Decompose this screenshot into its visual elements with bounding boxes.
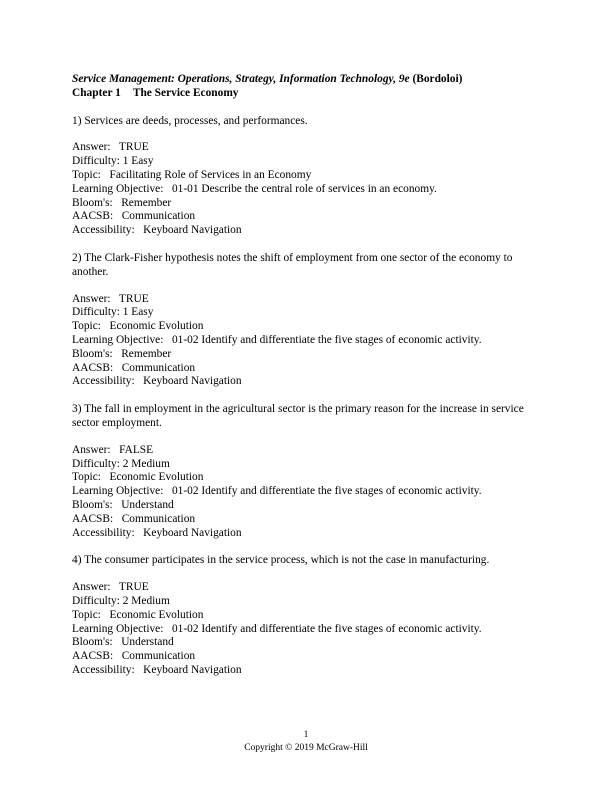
answer-metadata <box>72 444 546 541</box>
answer-metadata <box>72 581 546 678</box>
blooms-line: Bloom's: Remember <box>72 347 172 360</box>
blooms-line: Bloom's: Remember <box>72 196 172 209</box>
topic-line: Topic: Economic Evolution <box>72 320 204 333</box>
book-title-text: Service Management: Operations, Strategy, Information Technology, 9e <box>72 73 410 85</box>
aacsb-line: AACSB: Communication <box>72 512 196 525</box>
aacsb-line: AACSB: Communication <box>72 361 196 374</box>
question-1 <box>72 115 546 238</box>
page-number: 1 <box>303 730 309 740</box>
question-text: 3) The fall in employment in the agricultural sector is the primary reason for the increase in service sector employment. <box>72 403 524 429</box>
aacsb-line: AACSB: Communication <box>72 210 196 223</box>
answer-line: Answer: TRUE <box>72 292 149 305</box>
difficulty-line: Difficulty: 1 Easy <box>72 155 154 168</box>
accessibility-line: Accessibility: Keyboard Navigation <box>72 663 242 676</box>
book-author: (Bordoloi) <box>409 73 463 85</box>
topic-line: Topic: Facilitating Role of Services in an Economy <box>72 168 312 181</box>
question-2 <box>72 252 546 389</box>
question-text: 1) Services are deeds, processes, and performances. <box>72 114 308 127</box>
question-3 <box>72 403 546 540</box>
objective-line: Learning Objective: 01-02 Identify and differentiate the five stages of economic activity. <box>72 333 482 346</box>
difficulty-line: Difficulty: 2 Medium <box>72 594 170 607</box>
question-4 <box>72 554 546 677</box>
difficulty-line: Difficulty: 1 Easy <box>72 306 154 319</box>
accessibility-line: Accessibility: Keyboard Navigation <box>72 375 242 388</box>
book-title <box>72 73 546 87</box>
objective-line: Learning Objective: 01-01 Describe the central role of services in an economy. <box>72 182 437 195</box>
accessibility-line: Accessibility: Keyboard Navigation <box>72 526 242 539</box>
blooms-line: Bloom's: Understand <box>72 636 174 649</box>
copyright-notice: Copyright © 2019 McGraw-Hill <box>244 743 368 753</box>
answer-metadata <box>72 293 546 390</box>
topic-line: Topic: Economic Evolution <box>72 608 204 621</box>
answer-metadata <box>72 141 546 238</box>
aacsb-line: AACSB: Communication <box>72 650 196 663</box>
objective-line: Learning Objective: 01-02 Identify and differentiate the five stages of economic activity. <box>72 485 482 498</box>
topic-line: Topic: Economic Evolution <box>72 471 204 484</box>
objective-line: Learning Objective: 01-02 Identify and differentiate the five stages of economic activity. <box>72 622 482 635</box>
answer-line: Answer: TRUE <box>72 141 149 154</box>
answer-line: Answer: TRUE <box>72 581 149 594</box>
chapter-title: The Service Economy <box>132 86 239 99</box>
chapter-label: Chapter 1 <box>72 86 121 99</box>
blooms-line: Bloom's: Understand <box>72 498 174 511</box>
question-text: 2) The Clark-Fisher hypothesis notes the shift of employment from one sector of the economy to another. <box>72 251 513 278</box>
answer-line: Answer: FALSE <box>72 443 154 456</box>
question-text: 4) The consumer participates in the service process, which is not the case in manufacturing. <box>72 554 490 567</box>
accessibility-line: Accessibility: Keyboard Navigation <box>72 224 242 237</box>
document-body <box>72 73 546 678</box>
difficulty-line: Difficulty: 2 Medium <box>72 457 170 470</box>
chapter-heading <box>72 87 546 101</box>
